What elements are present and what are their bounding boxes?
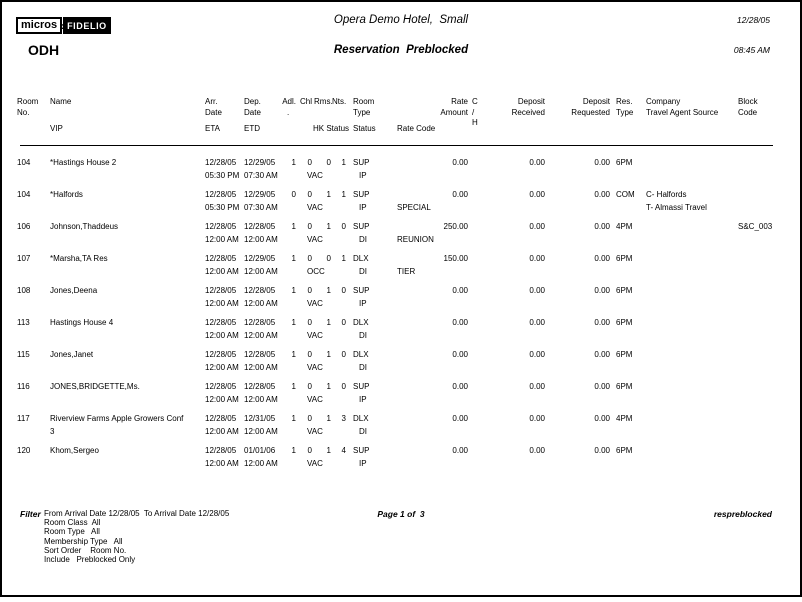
departure-date-cell: 12/29/05 <box>244 158 276 167</box>
res-type-cell: 6PM <box>616 318 633 327</box>
col-header-hk-status: HK Status <box>313 124 350 133</box>
col-header-rate-code: Rate Code <box>397 124 436 133</box>
guest-name-cell: *Halfords <box>50 190 83 199</box>
arrival-date-cell: 12/28/05 <box>205 222 237 231</box>
deposit-received-cell: 0.00 <box>529 286 545 295</box>
arrival-date-cell: 12/28/05 <box>205 414 237 423</box>
rooms-cell: 1 <box>326 286 331 295</box>
table-row <box>2 446 800 478</box>
rooms-cell: 1 <box>326 350 331 359</box>
filter-line-arrival-range: From Arrival Date 12/28/05 To Arrival Date 12/28/05 <box>44 509 230 518</box>
report-title: Reservation Preblocked <box>333 44 469 56</box>
col-header-children: Chl <box>299 97 312 106</box>
etd-cell: 12:00 AM <box>244 459 278 468</box>
page-number: Page 1 of 3 <box>377 509 425 519</box>
rate-amount-cell: 0.00 <box>452 350 468 359</box>
col-header-ch: C <box>472 97 478 106</box>
etd-cell: 12:00 AM <box>244 267 278 276</box>
rooms-cell: 0 <box>326 254 331 263</box>
col-header-etd: ETD <box>244 124 260 133</box>
col-header-dep-date: Dep. <box>244 97 261 106</box>
children-cell: 0 <box>307 222 312 231</box>
col-header-room-no: Room <box>17 97 39 106</box>
deposit-received-cell: 0.00 <box>529 446 545 455</box>
col-header-vip: VIP <box>50 124 63 133</box>
guest-name-cell: Johnson,Thaddeus <box>50 222 119 231</box>
guest-name-cell: JONES,BRIDGETTE,Ms. <box>50 382 140 391</box>
eta-cell: 05:30 PM <box>205 203 240 212</box>
adults-cell: 1 <box>291 382 296 391</box>
children-cell: 0 <box>307 158 312 167</box>
col-header-ch: H <box>472 118 478 127</box>
res-type-cell: 6PM <box>616 382 633 391</box>
rate-amount-cell: 150.00 <box>443 254 468 263</box>
nights-cell: 0 <box>341 222 346 231</box>
col-header-room-type: Type <box>353 108 371 117</box>
eta-cell: 12:00 AM <box>205 395 239 404</box>
etd-cell: 07:30 AM <box>244 171 278 180</box>
logo-arrow-icon: › <box>61 18 66 33</box>
col-header-name: Name <box>50 97 72 106</box>
adults-cell: 1 <box>291 254 296 263</box>
adults-cell: 1 <box>291 286 296 295</box>
room-no-cell: 113 <box>17 318 30 327</box>
rooms-cell: 1 <box>326 414 331 423</box>
room-no-cell: 104 <box>17 158 31 167</box>
rooms-cell: 1 <box>326 222 331 231</box>
res-type-cell: 6PM <box>616 286 633 295</box>
res-type-cell: 4PM <box>616 222 633 231</box>
deposit-requested-cell: 0.00 <box>594 318 610 327</box>
room-type-cell: SUP <box>353 382 370 391</box>
room-type-cell: SUP <box>353 190 370 199</box>
reservation-status-cell: IP <box>359 299 367 308</box>
hk-status-cell: VAC <box>307 171 323 180</box>
departure-date-cell: 01/01/06 <box>244 446 276 455</box>
adults-cell: 1 <box>291 414 296 423</box>
deposit-requested-cell: 0.00 <box>594 414 610 423</box>
filter-label: Filter <box>20 509 41 519</box>
print-date: 12/28/05 <box>736 15 770 25</box>
filter-line-sort-order: Sort Order Room No. <box>44 545 127 555</box>
hk-status-cell: VAC <box>307 299 323 308</box>
table-row <box>2 382 800 414</box>
rate-code-cell: TIER <box>397 267 416 276</box>
guest-name-cell: Jones,Deena <box>50 286 98 295</box>
guest-name-cell: *Hastings House 2 <box>50 158 117 167</box>
rate-amount-cell: 0.00 <box>452 286 468 295</box>
rate-amount-cell: 250.00 <box>443 222 468 231</box>
table-row <box>2 158 800 190</box>
arrival-date-cell: 12/28/05 <box>205 382 237 391</box>
adults-cell: 1 <box>291 158 296 167</box>
reservation-status-cell: IP <box>359 395 367 404</box>
col-header-adults-dot: . <box>287 108 290 117</box>
rate-amount-cell: 0.00 <box>452 382 468 391</box>
rooms-cell: 1 <box>326 382 331 391</box>
table-row <box>2 286 800 318</box>
reservation-status-cell: IP <box>359 459 367 468</box>
deposit-received-cell: 0.00 <box>529 158 545 167</box>
adults-cell: 1 <box>291 350 296 359</box>
hk-status-cell: OCC <box>307 267 325 276</box>
deposit-requested-cell: 0.00 <box>594 190 610 199</box>
col-header-room-type: Room <box>353 97 375 106</box>
deposit-requested-cell: 0.00 <box>594 446 610 455</box>
guest-name-cell: Hastings House 4 <box>50 318 114 327</box>
nights-cell: 1 <box>341 158 346 167</box>
eta-cell: 12:00 AM <box>205 363 239 372</box>
col-header-ch: / <box>472 108 475 117</box>
col-header-deposit-requested: Requested <box>571 108 610 117</box>
deposit-requested-cell: 0.00 <box>594 158 610 167</box>
hk-status-cell: VAC <box>307 459 323 468</box>
company-cell: C- Halfords <box>646 190 687 199</box>
room-type-cell: SUP <box>353 446 370 455</box>
col-header-deposit-received: Deposit <box>517 97 545 106</box>
room-type-cell: SUP <box>353 158 370 167</box>
arrival-date-cell: 12/28/05 <box>205 190 237 199</box>
adults-cell: 1 <box>291 222 296 231</box>
room-type-cell: DLX <box>353 318 369 327</box>
eta-cell: 12:00 AM <box>205 235 239 244</box>
etd-cell: 12:00 AM <box>244 331 278 340</box>
travel-agent-cell: T- Almassi Travel <box>646 203 707 212</box>
deposit-requested-cell: 0.00 <box>594 382 610 391</box>
eta-cell: 12:00 AM <box>205 459 239 468</box>
eta-cell: 05:30 PM <box>205 171 240 180</box>
room-type-cell: DLX <box>353 350 369 359</box>
reservation-status-cell: DI <box>359 235 367 244</box>
col-header-travel-agent-source: Travel Agent Source <box>646 108 719 117</box>
filter-line-include: Include Preblocked Only <box>44 555 136 565</box>
col-header-status: Status <box>353 124 376 133</box>
eta-cell: 12:00 AM <box>205 267 239 276</box>
col-header-company: Company <box>646 97 681 106</box>
arrival-date-cell: 12/28/05 <box>205 158 237 167</box>
deposit-received-cell: 0.00 <box>529 254 545 263</box>
col-header-deposit-requested: Deposit <box>582 97 610 106</box>
room-no-cell: 117 <box>17 414 30 423</box>
table-row <box>2 222 800 254</box>
deposit-requested-cell: 0.00 <box>594 286 610 295</box>
hk-status-cell: VAC <box>307 203 323 212</box>
res-type-cell: 6PM <box>616 350 633 359</box>
reservation-status-cell: DI <box>359 363 367 372</box>
col-header-rate-amount: Amount <box>440 108 468 117</box>
reservation-table <box>2 158 800 478</box>
col-header-adults: Adl. <box>282 97 296 106</box>
arrival-date-cell: 12/28/05 <box>205 254 237 263</box>
col-header-eta: ETA <box>205 124 220 133</box>
col-header-deposit-received: Received <box>511 108 545 117</box>
reservation-status-cell: DI <box>359 427 367 436</box>
departure-date-cell: 12/31/05 <box>244 414 276 423</box>
room-no-cell: 115 <box>17 350 30 359</box>
departure-date-cell: 12/28/05 <box>244 382 276 391</box>
children-cell: 0 <box>307 414 312 423</box>
children-cell: 0 <box>307 350 312 359</box>
hk-status-cell: VAC <box>307 235 323 244</box>
col-header-nights: Nts. <box>332 97 347 106</box>
deposit-received-cell: 0.00 <box>529 318 545 327</box>
nights-cell: 1 <box>341 254 346 263</box>
room-no-cell: 108 <box>17 286 31 295</box>
room-no-cell: 120 <box>17 446 31 455</box>
res-type-cell: 4PM <box>616 414 633 423</box>
property-code: ODH <box>28 42 60 58</box>
nights-cell: 0 <box>341 318 346 327</box>
deposit-requested-cell: 0.00 <box>594 350 610 359</box>
logo-fidelio-text: FIDELIO <box>63 17 111 34</box>
eta-cell: 12:00 AM <box>205 427 239 436</box>
res-type-cell: 6PM <box>616 254 633 263</box>
deposit-received-cell: 0.00 <box>529 190 545 199</box>
col-header-arr-date: Arr. <box>205 97 218 106</box>
header-divider <box>20 145 773 146</box>
reservation-status-cell: DI <box>359 331 367 340</box>
hk-status-cell: VAC <box>307 427 323 436</box>
filter-line-membership-type: Membership Type All <box>44 536 123 546</box>
rooms-cell: 1 <box>326 446 331 455</box>
rate-amount-cell: 0.00 <box>452 158 468 167</box>
children-cell: 0 <box>307 190 312 199</box>
adults-cell: 1 <box>291 446 296 455</box>
col-header-room-no: No. <box>17 108 30 117</box>
etd-cell: 07:30 AM <box>244 203 278 212</box>
departure-date-cell: 12/28/05 <box>244 222 276 231</box>
reservation-status-cell: IP <box>359 171 367 180</box>
table-row <box>2 254 800 286</box>
children-cell: 0 <box>307 446 312 455</box>
guest-name-cell: *Marsha,TA Res <box>50 254 108 263</box>
deposit-received-cell: 0.00 <box>529 414 545 423</box>
departure-date-cell: 12/28/05 <box>244 286 276 295</box>
rate-code-cell: SPECIAL <box>397 203 431 212</box>
hk-status-cell: VAC <box>307 363 323 372</box>
children-cell: 0 <box>307 254 312 263</box>
room-type-cell: DLX <box>353 254 369 263</box>
arrival-date-cell: 12/28/05 <box>205 446 237 455</box>
arrival-date-cell: 12/28/05 <box>205 318 237 327</box>
logo-micros-text: micros <box>16 17 62 34</box>
etd-cell: 12:00 AM <box>244 235 278 244</box>
deposit-requested-cell: 0.00 <box>594 254 610 263</box>
res-type-cell: 6PM <box>616 446 633 455</box>
etd-cell: 12:00 AM <box>244 299 278 308</box>
table-row <box>2 318 800 350</box>
departure-date-cell: 12/29/05 <box>244 190 276 199</box>
res-type-cell: 6PM <box>616 158 633 167</box>
col-header-dep-date: Date <box>244 108 261 117</box>
children-cell: 0 <box>307 318 312 327</box>
departure-date-cell: 12/29/05 <box>244 254 276 263</box>
report-id: respreblocked <box>713 509 772 519</box>
rooms-cell: 0 <box>326 158 331 167</box>
hk-status-cell: VAC <box>307 331 323 340</box>
nights-cell: 3 <box>341 414 346 423</box>
hotel-name: Opera Demo Hotel, Small <box>333 14 469 26</box>
reservation-status-cell: IP <box>359 203 367 212</box>
filter-line-room-class: Room Class All <box>44 518 101 528</box>
col-header-block-code: Block <box>738 97 758 106</box>
col-header-rate-amount: Rate <box>451 97 468 106</box>
col-header-block-code: Code <box>738 108 758 117</box>
guest-name-wrap-cell: 3 <box>50 427 55 436</box>
nights-cell: 0 <box>341 350 346 359</box>
children-cell: 0 <box>307 382 312 391</box>
res-type-cell: COM <box>616 190 635 199</box>
col-header-arr-date: Date <box>205 108 222 117</box>
room-type-cell: SUP <box>353 286 370 295</box>
room-no-cell: 106 <box>17 222 31 231</box>
reservation-status-cell: DI <box>359 267 367 276</box>
nights-cell: 0 <box>341 382 346 391</box>
adults-cell: 1 <box>291 318 296 327</box>
block-code-cell: S&C_003 <box>738 222 773 231</box>
eta-cell: 12:00 AM <box>205 331 239 340</box>
arrival-date-cell: 12/28/05 <box>205 286 237 295</box>
print-time: 08:45 AM <box>733 45 770 55</box>
room-no-cell: 107 <box>17 254 31 263</box>
etd-cell: 12:00 AM <box>244 427 278 436</box>
deposit-received-cell: 0.00 <box>529 222 545 231</box>
deposit-requested-cell: 0.00 <box>594 222 610 231</box>
etd-cell: 12:00 AM <box>244 363 278 372</box>
guest-name-cell: Riverview Farms Apple Growers Conf <box>50 414 184 423</box>
room-type-cell: SUP <box>353 222 370 231</box>
table-row <box>2 350 800 382</box>
room-type-cell: DLX <box>353 414 369 423</box>
table-row <box>2 414 800 446</box>
adults-cell: 0 <box>291 190 296 199</box>
rate-amount-cell: 0.00 <box>452 446 468 455</box>
rate-amount-cell: 0.00 <box>452 414 468 423</box>
rate-amount-cell: 0.00 <box>452 190 468 199</box>
deposit-received-cell: 0.00 <box>529 382 545 391</box>
col-header-rooms: Rms. <box>314 97 333 106</box>
children-cell: 0 <box>307 286 312 295</box>
etd-cell: 12:00 AM <box>244 395 278 404</box>
guest-name-cell: Khom,Sergeo <box>50 446 99 455</box>
departure-date-cell: 12/28/05 <box>244 350 276 359</box>
nights-cell: 1 <box>341 190 346 199</box>
arrival-date-cell: 12/28/05 <box>205 350 237 359</box>
eta-cell: 12:00 AM <box>205 299 239 308</box>
rooms-cell: 1 <box>326 318 331 327</box>
room-no-cell: 104 <box>17 190 31 199</box>
guest-name-cell: Jones,Janet <box>50 350 94 359</box>
nights-cell: 0 <box>341 286 346 295</box>
hk-status-cell: VAC <box>307 395 323 404</box>
room-no-cell: 116 <box>17 382 30 391</box>
nights-cell: 4 <box>341 446 346 455</box>
rate-amount-cell: 0.00 <box>452 318 468 327</box>
rooms-cell: 1 <box>326 190 331 199</box>
table-row <box>2 190 800 222</box>
col-header-res-type: Res. <box>616 97 633 106</box>
filter-line-room-type: Room Type All <box>44 527 100 537</box>
departure-date-cell: 12/28/05 <box>244 318 276 327</box>
rate-code-cell: REUNION <box>397 235 434 244</box>
col-header-res-type: Type <box>616 108 634 117</box>
deposit-received-cell: 0.00 <box>529 350 545 359</box>
